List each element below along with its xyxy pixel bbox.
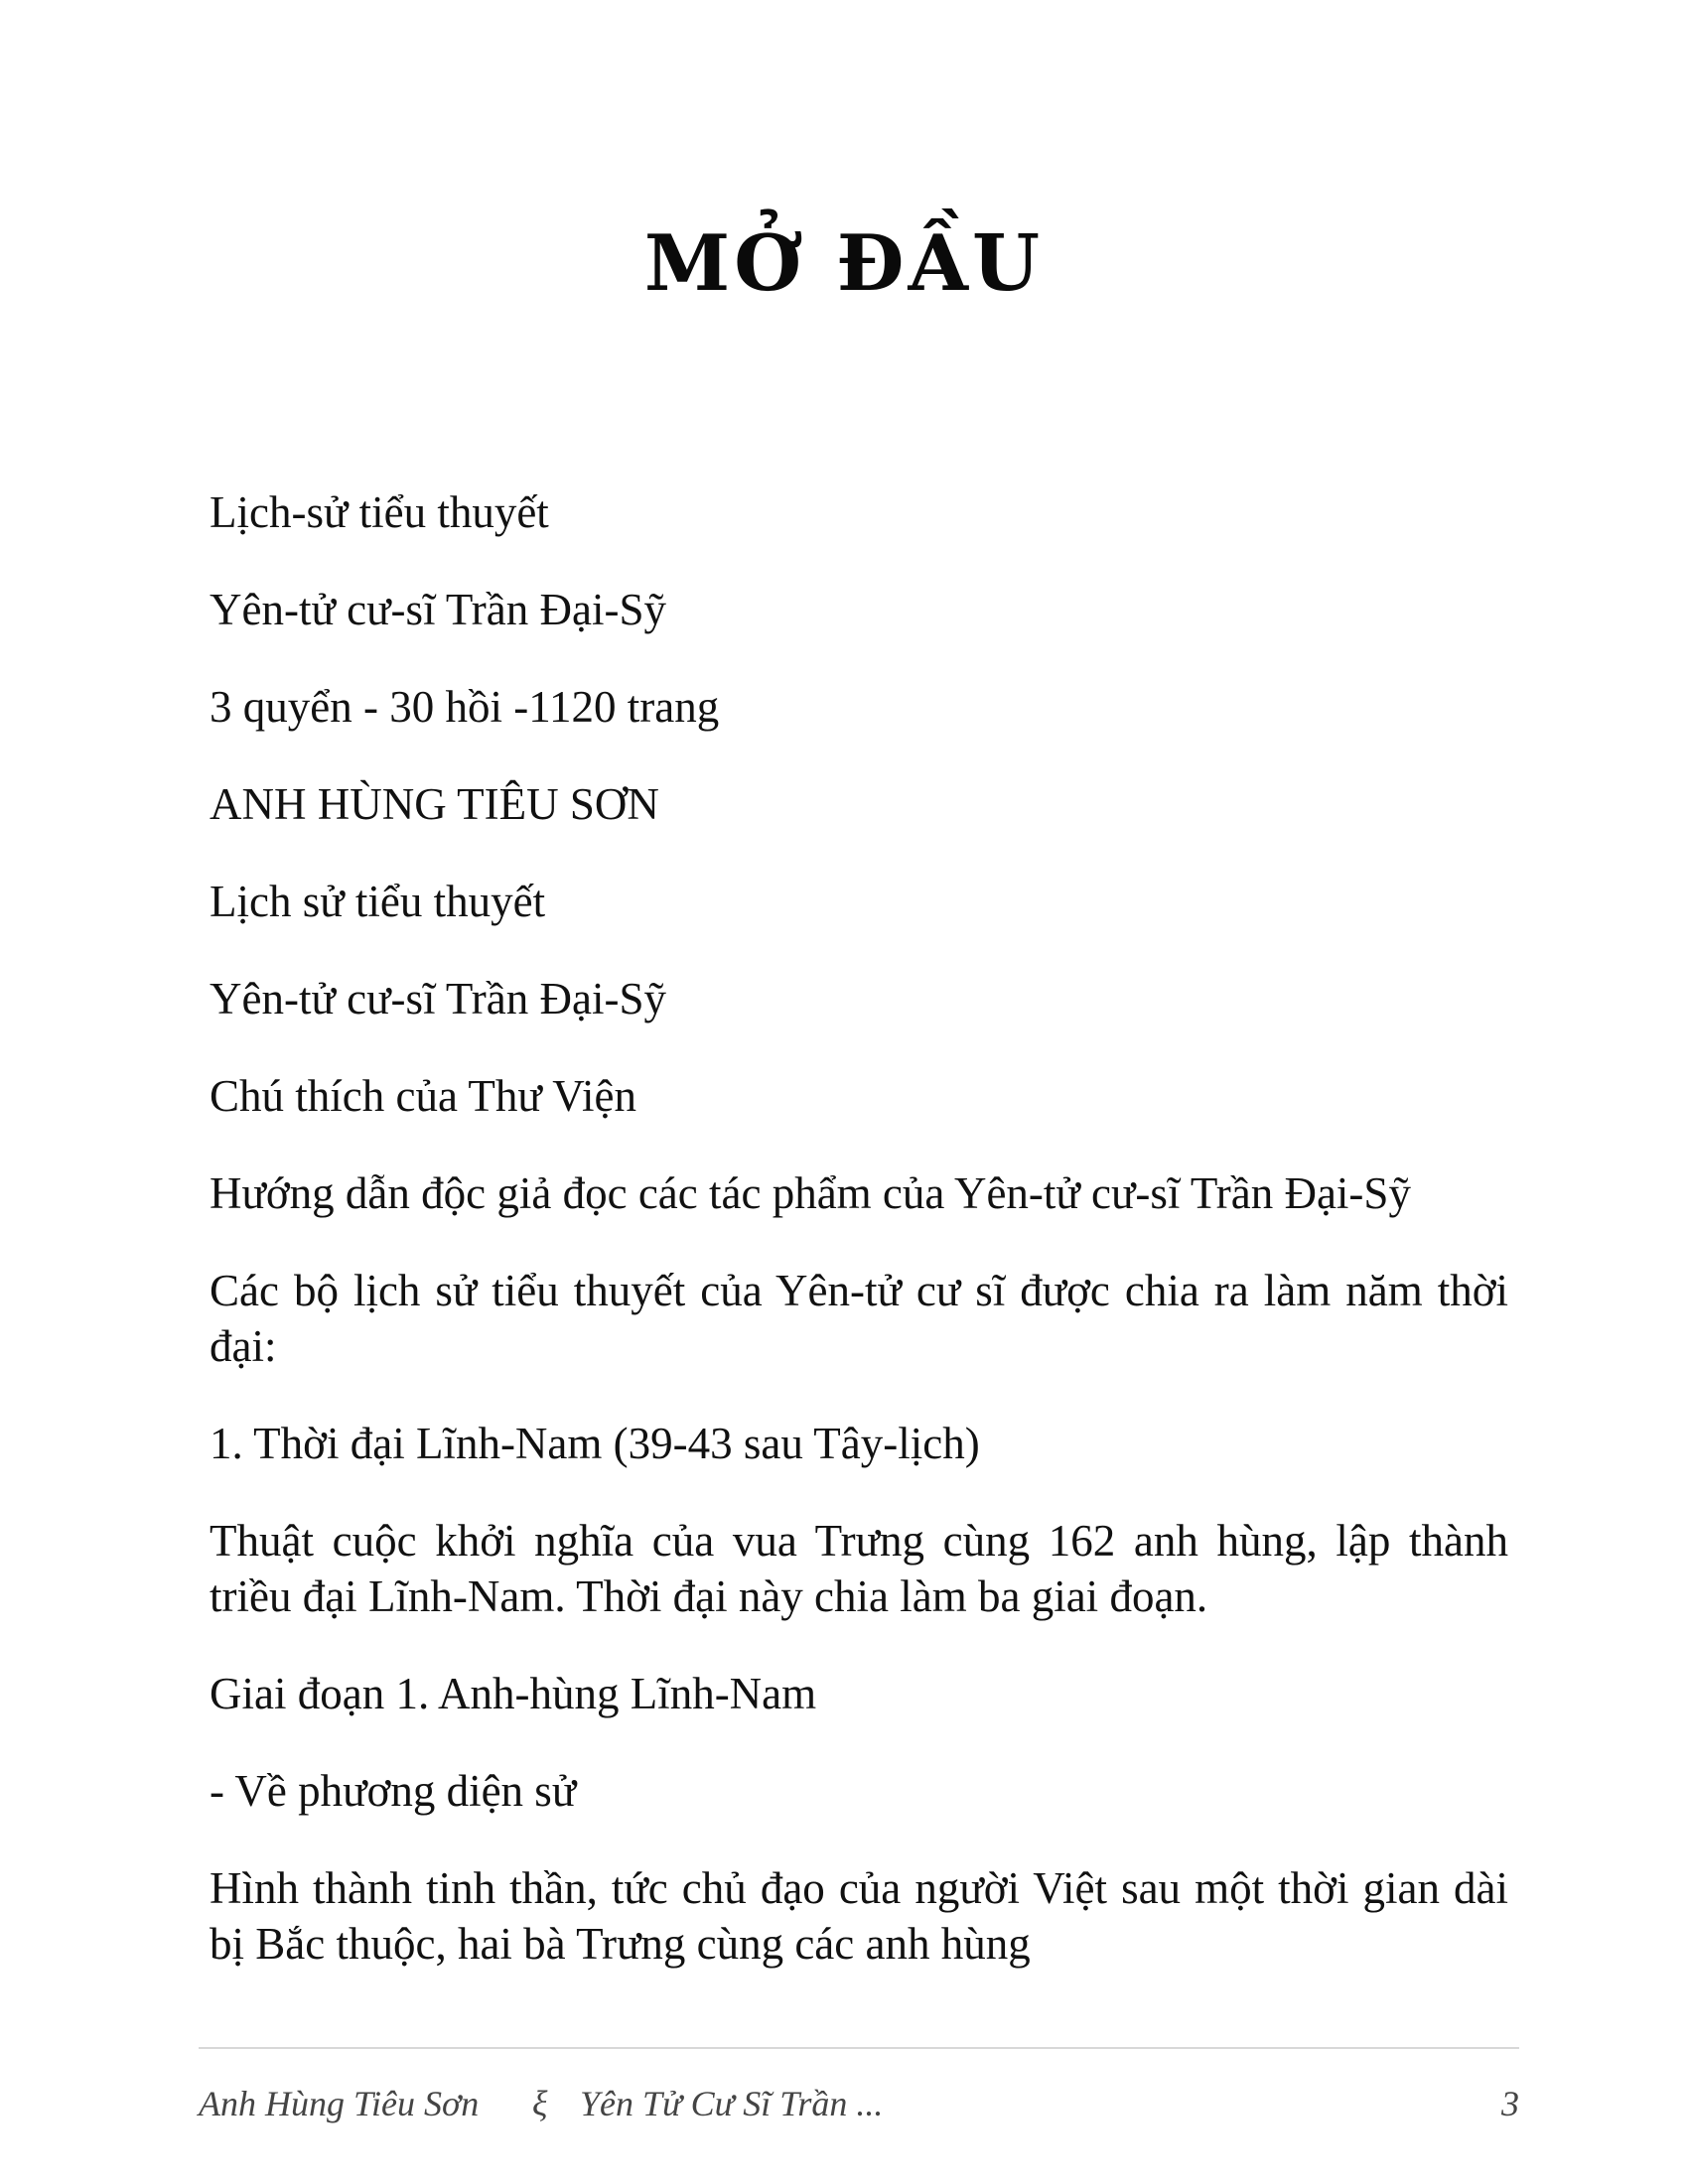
paragraph: Các bộ lịch sử tiểu thuyết của Yên-tử cư sĩ được chia ra làm năm thời đại: <box>210 1266 1508 1371</box>
footer-separator: ξ <box>532 2084 548 2123</box>
paragraph: Hướng dẫn độc giả đọc các tác phẩm của Yên-tử cư-sĩ Trần Đại-Sỹ <box>210 1168 1411 1218</box>
body-text <box>210 484 1508 2013</box>
page-number: 3 <box>1501 2084 1519 2123</box>
paragraph: Lịch sử tiểu thuyết <box>210 877 546 926</box>
paragraph: Hình thành tinh thần, tức chủ đạo của người Việt sau một thời gian dài bị Bắc thuộc, hai bà Trưng cùng các anh hùng <box>210 1863 1508 1969</box>
paragraph: 1. Thời đại Lĩnh-Nam (39-43 sau Tây-lịch) <box>210 1419 980 1468</box>
paragraph: Yên-tử cư-sĩ Trần Đại-Sỹ <box>210 974 666 1024</box>
footer-book-title: Anh Hùng Tiêu Sơn <box>199 2084 480 2123</box>
footer-divider <box>199 2047 1519 2049</box>
page-title: MỞ ĐẦU <box>643 218 1045 309</box>
paragraph: Yên-tử cư-sĩ Trần Đại-Sỹ <box>210 585 666 634</box>
paragraph: Giai đoạn 1. Anh-hùng Lĩnh-Nam <box>210 1669 817 1718</box>
paragraph: Chú thích của Thư Viện <box>210 1071 636 1121</box>
footer-author: Yên Tử Cư Sĩ Trần ... <box>580 2084 884 2123</box>
paragraph: ANH HÙNG TIÊU SƠN <box>210 779 659 829</box>
paragraph: Lịch-sử tiểu thuyết <box>210 487 549 537</box>
paragraph: 3 quyển - 30 hồi -1120 trang <box>210 682 720 732</box>
paragraph: Thuật cuộc khởi nghĩa của vua Trưng cùng 162 anh hùng, lập thành triều đại Lĩnh-Nam. Thời đại này chia làm ba giai đoạn. <box>210 1516 1508 1621</box>
page-footer <box>199 2083 1519 2132</box>
paragraph: - Về phương diện sử <box>210 1766 577 1816</box>
